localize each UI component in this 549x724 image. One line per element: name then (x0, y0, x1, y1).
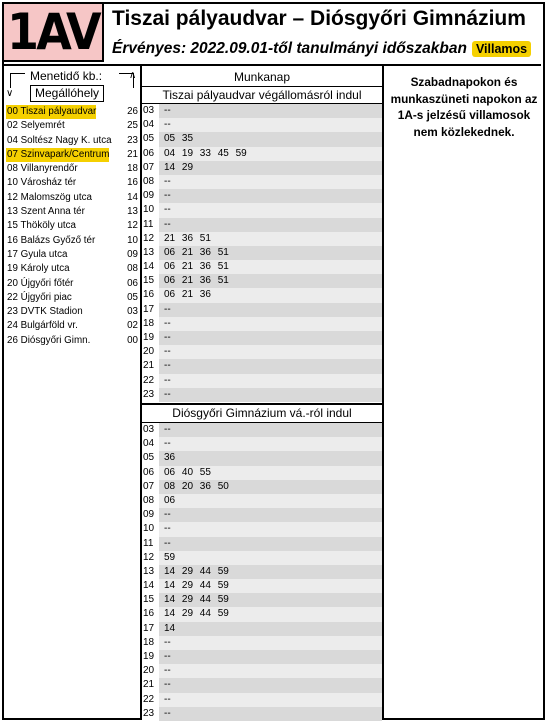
minutes-cell: 06 21 36 51 (159, 274, 382, 288)
direction-1-table (142, 104, 382, 402)
day-type-label: Munkanap (233, 70, 291, 84)
direction-2-table (142, 423, 382, 721)
stop-name: 08 Villanyrendőr (7, 163, 78, 175)
stop-row (6, 262, 140, 276)
stop-header-label: Megállóhely (30, 85, 104, 102)
minutes-cell: -- (159, 664, 382, 678)
hour-cell: 12 (142, 232, 159, 246)
hour-cell: 15 (142, 274, 159, 288)
minutes-cell: -- (159, 104, 382, 118)
minutes-cell: 08 20 36 50 (159, 480, 382, 494)
stop-travel-time: 16 (127, 177, 138, 189)
hour-cell: 17 (142, 303, 159, 317)
hour-cell: 03 (142, 423, 159, 437)
stop-row (6, 105, 140, 119)
minutes-cell: 21 36 51 (159, 232, 382, 246)
stop-name: 16 Balázs Győző tér (7, 234, 96, 246)
timetable-row (142, 693, 382, 707)
stop-row (6, 319, 140, 333)
minutes-cell: 04 19 33 45 59 (159, 147, 382, 161)
minutes-cell: 14 29 44 59 (159, 565, 382, 579)
timetable-row (142, 466, 382, 480)
timetable-row (142, 161, 382, 175)
direction-separator (142, 403, 382, 405)
timetable-row (142, 707, 382, 721)
stop-row (6, 334, 140, 348)
stop-travel-time: 12 (127, 220, 138, 232)
hour-cell: 22 (142, 374, 159, 388)
stop-name: 10 Városház tér (7, 177, 77, 189)
route-number-box (4, 4, 104, 62)
timetable-row (142, 274, 382, 288)
hour-cell: 04 (142, 118, 159, 132)
stop-row (6, 134, 140, 148)
timetable-row (142, 494, 382, 508)
minutes-cell: 59 (159, 551, 382, 565)
service-note: Szabadnapokon és munkaszüneti napokon az 1A-s jelzésű villamosok nem közlekednek. (390, 75, 538, 139)
hour-cell: 10 (142, 203, 159, 217)
minutes-cell: -- (159, 522, 382, 536)
stop-name: 00 Tiszai pályaudvar (6, 105, 96, 119)
minutes-cell: -- (159, 189, 382, 203)
stop-row (6, 305, 140, 319)
minutes-cell: -- (159, 317, 382, 331)
stop-name: 15 Thököly utca (7, 220, 76, 232)
minutes-cell: 06 21 36 51 (159, 260, 382, 274)
stop-travel-time: 13 (127, 206, 138, 218)
stop-row (6, 162, 140, 176)
timetable-row (142, 593, 382, 607)
hour-cell: 17 (142, 622, 159, 636)
timetable-row (142, 345, 382, 359)
hour-cell: 23 (142, 707, 159, 721)
minutes-cell: -- (159, 537, 382, 551)
timetable-row (142, 218, 382, 232)
stop-row (6, 148, 140, 162)
timetable-row (142, 388, 382, 402)
stop-travel-time: 00 (127, 334, 138, 346)
day-divider (142, 86, 382, 87)
bracket-left (10, 73, 25, 88)
stop-row (6, 219, 140, 233)
minutes-cell: -- (159, 678, 382, 692)
stop-row (6, 205, 140, 219)
minutes-cell: -- (159, 388, 382, 402)
timetable-row (142, 622, 382, 636)
timetable-row (142, 423, 382, 437)
timetable-row (142, 260, 382, 274)
timetable-row (142, 374, 382, 388)
timetable-row (142, 508, 382, 522)
minutes-cell: 06 21 36 51 (159, 246, 382, 260)
hour-cell: 04 (142, 437, 159, 451)
timetable-row (142, 203, 382, 217)
hour-cell: 13 (142, 246, 159, 260)
route-title: Tiszai pályaudvar – Diósgyőri Gimnázium (112, 7, 526, 30)
timetable-row (142, 664, 382, 678)
hour-cell: 08 (142, 175, 159, 189)
minutes-cell: 06 (159, 494, 382, 508)
stop-row (6, 291, 140, 305)
minutes-cell: -- (159, 636, 382, 650)
timetable-row (142, 331, 382, 345)
hour-cell: 05 (142, 451, 159, 465)
stop-row (6, 248, 140, 262)
stop-row (6, 119, 140, 133)
hour-cell: 06 (142, 466, 159, 480)
vehicle-badge: Villamos (472, 41, 531, 57)
stop-travel-time: 23 (127, 134, 138, 146)
minutes-cell: -- (159, 175, 382, 189)
hour-cell: 12 (142, 551, 159, 565)
minutes-cell: 14 29 44 59 (159, 607, 382, 621)
timetable-row (142, 175, 382, 189)
hour-cell: 15 (142, 593, 159, 607)
stop-travel-time: 09 (127, 248, 138, 260)
timetable-row (142, 607, 382, 621)
route-number: 1AV (7, 3, 99, 61)
timetable-row (142, 147, 382, 161)
header-divider (4, 64, 541, 66)
timetable-row (142, 451, 382, 465)
validity-line (112, 40, 531, 58)
stop-name: 19 Károly utca (7, 263, 70, 275)
hour-cell: 13 (142, 565, 159, 579)
hour-cell: 19 (142, 331, 159, 345)
hour-cell: 19 (142, 650, 159, 664)
hour-cell: 06 (142, 147, 159, 161)
minutes-cell: -- (159, 423, 382, 437)
hour-cell: 21 (142, 359, 159, 373)
minutes-cell: 14 (159, 622, 382, 636)
hour-cell: 03 (142, 104, 159, 118)
timetable-row (142, 118, 382, 132)
stop-name: 13 Szent Anna tér (7, 206, 85, 218)
timetable-row (142, 480, 382, 494)
timetable-row (142, 246, 382, 260)
hour-cell: 11 (142, 218, 159, 232)
timetable-row (142, 317, 382, 331)
arrow-up-right-icon: ∧ (129, 70, 137, 81)
minutes-cell: -- (159, 650, 382, 664)
hour-cell: 23 (142, 388, 159, 402)
minutes-cell: 14 29 44 59 (159, 579, 382, 593)
stop-travel-time: 18 (127, 163, 138, 175)
minutes-cell: -- (159, 331, 382, 345)
hour-cell: 07 (142, 480, 159, 494)
stop-name: 12 Malomszög utca (7, 191, 92, 203)
minutes-cell: -- (159, 374, 382, 388)
hour-cell: 18 (142, 317, 159, 331)
note-divider (382, 66, 384, 718)
timetable-row (142, 551, 382, 565)
timetable-row (142, 104, 382, 118)
minutes-cell: -- (159, 303, 382, 317)
stop-travel-time: 02 (127, 320, 138, 332)
timetable-row (142, 636, 382, 650)
timetable-row (142, 132, 382, 146)
hour-cell: 21 (142, 678, 159, 692)
timetable-row (142, 303, 382, 317)
hour-cell: 05 (142, 132, 159, 146)
minutes-cell: -- (159, 437, 382, 451)
hour-cell: 09 (142, 189, 159, 203)
arrow-down-left-icon: ∨ (6, 88, 14, 99)
timetable-row (142, 522, 382, 536)
travel-time-label: Menetidő kb.: (30, 69, 103, 83)
minutes-cell: -- (159, 693, 382, 707)
timetable-row (142, 437, 382, 451)
direction-1-label: Tiszai pályaudvar végállomásról indul (162, 88, 362, 102)
stop-name: 26 Diósgyőri Gimn. (7, 334, 91, 346)
minutes-cell: -- (159, 118, 382, 132)
stop-travel-time: 26 (127, 106, 138, 117)
minutes-cell: 14 29 (159, 161, 382, 175)
hour-cell: 11 (142, 537, 159, 551)
minutes-cell: 06 40 55 (159, 466, 382, 480)
timetable-row (142, 359, 382, 373)
hour-cell: 07 (142, 161, 159, 175)
hour-cell: 10 (142, 522, 159, 536)
minutes-cell: -- (159, 203, 382, 217)
stop-name: 07 Szinvapark/Centrum (6, 148, 109, 162)
stop-travel-time: 14 (127, 191, 138, 203)
hour-cell: 16 (142, 288, 159, 302)
stop-travel-time: 03 (127, 306, 138, 318)
stop-name: 02 Selyemrét (7, 120, 65, 132)
timetable-row (142, 565, 382, 579)
stop-row (6, 234, 140, 248)
hour-cell: 14 (142, 579, 159, 593)
hour-cell: 20 (142, 345, 159, 359)
stop-name: 04 Soltész Nagy K. utca (7, 134, 112, 146)
minutes-cell: -- (159, 345, 382, 359)
timetable-row (142, 189, 382, 203)
validity-text: Érvényes: 2022.09.01-től tanulmányi időszakban (112, 40, 467, 57)
hour-cell: 16 (142, 607, 159, 621)
stop-list (6, 105, 140, 348)
minutes-cell: 36 (159, 451, 382, 465)
hour-cell: 22 (142, 693, 159, 707)
stop-name: 17 Gyula utca (7, 248, 68, 260)
stop-name: 23 DVTK Stadion (7, 306, 83, 318)
minutes-cell: -- (159, 359, 382, 373)
timetable-row (142, 232, 382, 246)
hour-cell: 18 (142, 636, 159, 650)
stop-row (6, 277, 140, 291)
timetable-row (142, 579, 382, 593)
stop-travel-time: 05 (127, 291, 138, 303)
minutes-cell: 06 21 36 (159, 288, 382, 302)
direction-2-label: Diósgyőri Gimnázium vá.-ról indul (172, 406, 352, 420)
hour-cell: 20 (142, 664, 159, 678)
minutes-cell: -- (159, 707, 382, 721)
stop-name: 24 Bulgárföld vr. (7, 320, 78, 332)
timetable-row (142, 678, 382, 692)
minutes-cell: -- (159, 508, 382, 522)
minutes-cell: 14 29 44 59 (159, 593, 382, 607)
stop-row (6, 191, 140, 205)
minutes-cell: -- (159, 218, 382, 232)
stop-name: 20 Újgyőri főtér (7, 277, 74, 289)
stop-travel-time: 06 (127, 277, 138, 289)
stop-travel-time: 21 (127, 148, 138, 160)
minutes-cell: 05 35 (159, 132, 382, 146)
hour-cell: 09 (142, 508, 159, 522)
stop-row (6, 176, 140, 190)
timetable-row (142, 288, 382, 302)
timetable-row (142, 650, 382, 664)
stop-name: 22 Újgyőri piac (7, 291, 72, 303)
stop-travel-time: 08 (127, 263, 138, 275)
timetable-row (142, 537, 382, 551)
hour-cell: 08 (142, 494, 159, 508)
hour-cell: 14 (142, 260, 159, 274)
stop-travel-time: 10 (127, 234, 138, 246)
stop-travel-time: 25 (127, 120, 138, 132)
